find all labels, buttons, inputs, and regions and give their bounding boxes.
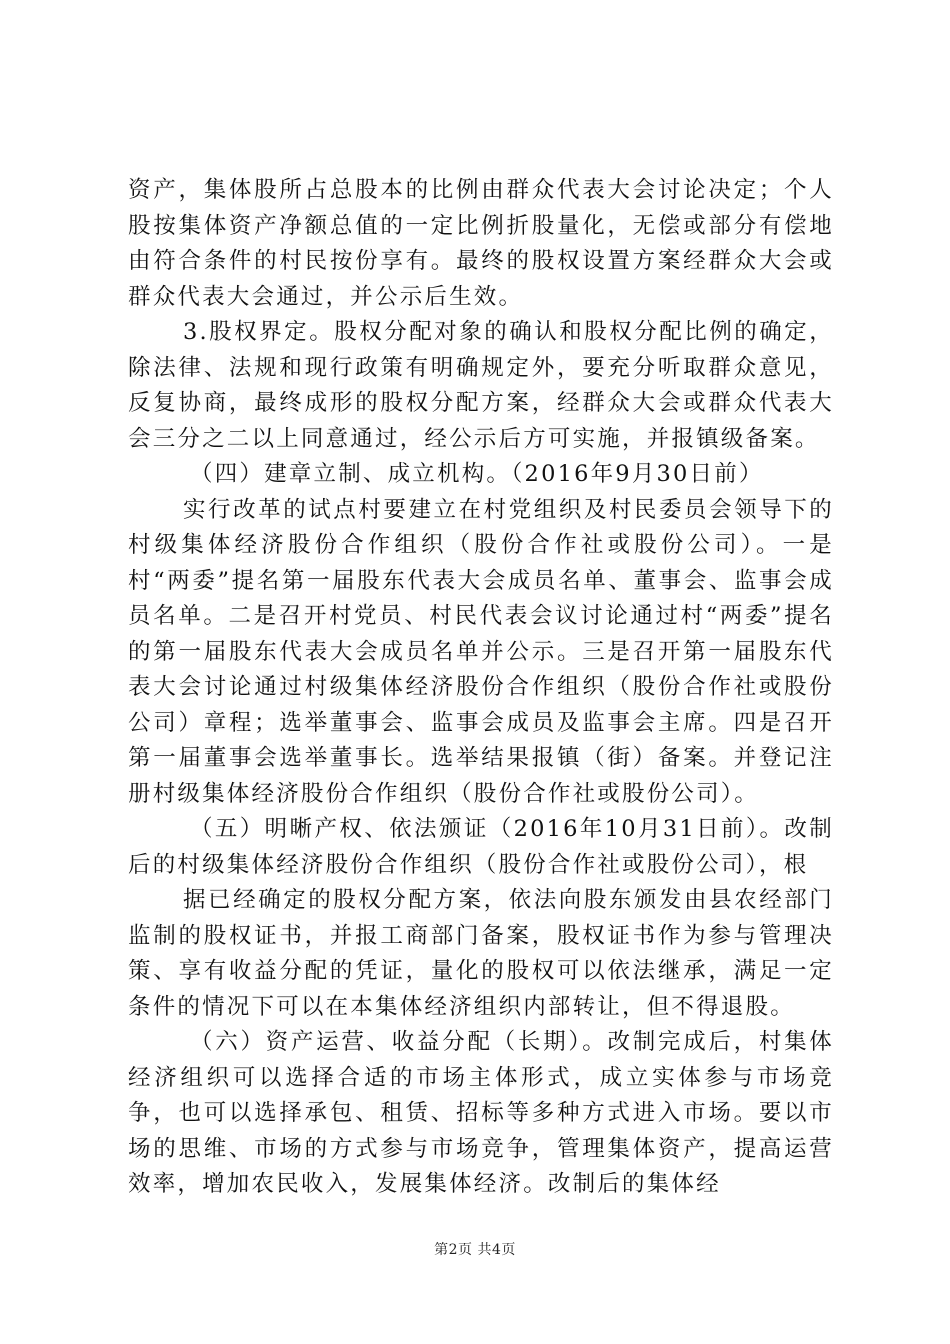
paragraph-asset-shares: 资产，集体股所占总股本的比例由群众代表大会讨论决定；个人股按集体资产净额总值的一定比例折股量化，无偿或部分有偿地由符合条件的村民按份享有。最终的股权设置方案经群众大会或群众代表大会通过，并公示后生效。	[128, 177, 834, 310]
paragraph-equity-certificate: 据已经确定的股权分配方案，依法向股东颁发由县农经部门监制的股权证书，并报工商部门备案，股权证书作为参与管理决策、享有收益分配的凭证，量化的股权可以依法继承，满足一定条件的情况下可以在本集体经济组织内部转让，但不得退股。	[128, 887, 834, 1020]
page-number-footer: 第2页 共4页	[434, 1242, 516, 1258]
section-heading-six: （六）资产运营、收益分配（长期）。改制完成后，村集体经济组织可以选择合适的市场主体形式，成立实体参与市场竞争，也可以选择承包、租赁、招标等多种方式进入市场。要以市场的思维、市场的方式参与市场竞争，管理集体资产，提高运营效率，增加农民收入，发展集体经济。改制后的集体经	[128, 1029, 834, 1197]
paragraph-pilot-village: 实行改革的试点村要建立在村党组织及村民委员会领导下的村级集体经济股份合作组织（股份合作社或股份公司）。一是村“两委”提名第一届股东代表大会成员名单、董事会、监事会成员名单。二是召开村党员、村民代表会议讨论通过村“两委”提名的第一届股东代表大会成员名单并公示。三是召开第一届股东代表大会讨论通过村级集体经济股份合作组织（股份合作社或股份公司）章程；选举董事会、监事会成员及监事会主席。四是召开第一届董事会选举董事长。选举结果报镇（街）备案。并登记注册村级集体经济股份合作组织（股份合作社或股份公司）。	[128, 496, 834, 807]
paragraph-equity-definition: 3.股权界定。股权分配对象的确认和股权分配比例的确定，除法律、法规和现行政策有明确规定外，要充分听取群众意见，反复协商，最终成形的股权分配方案，经群众大会或群众代表大会三分之二以上同意通过，经公示后方可实施，并报镇级备案。	[128, 319, 834, 452]
document-body	[128, 173, 834, 1203]
section-heading-four: （四）建章立制、成立机构。（2016年9月30日前）	[190, 461, 764, 487]
section-heading-five: （五）明晰产权、依法颁证（2016年10月31日前）。改制后的村级集体经济股份合作组织（股份合作社或股份公司），根	[128, 816, 834, 878]
